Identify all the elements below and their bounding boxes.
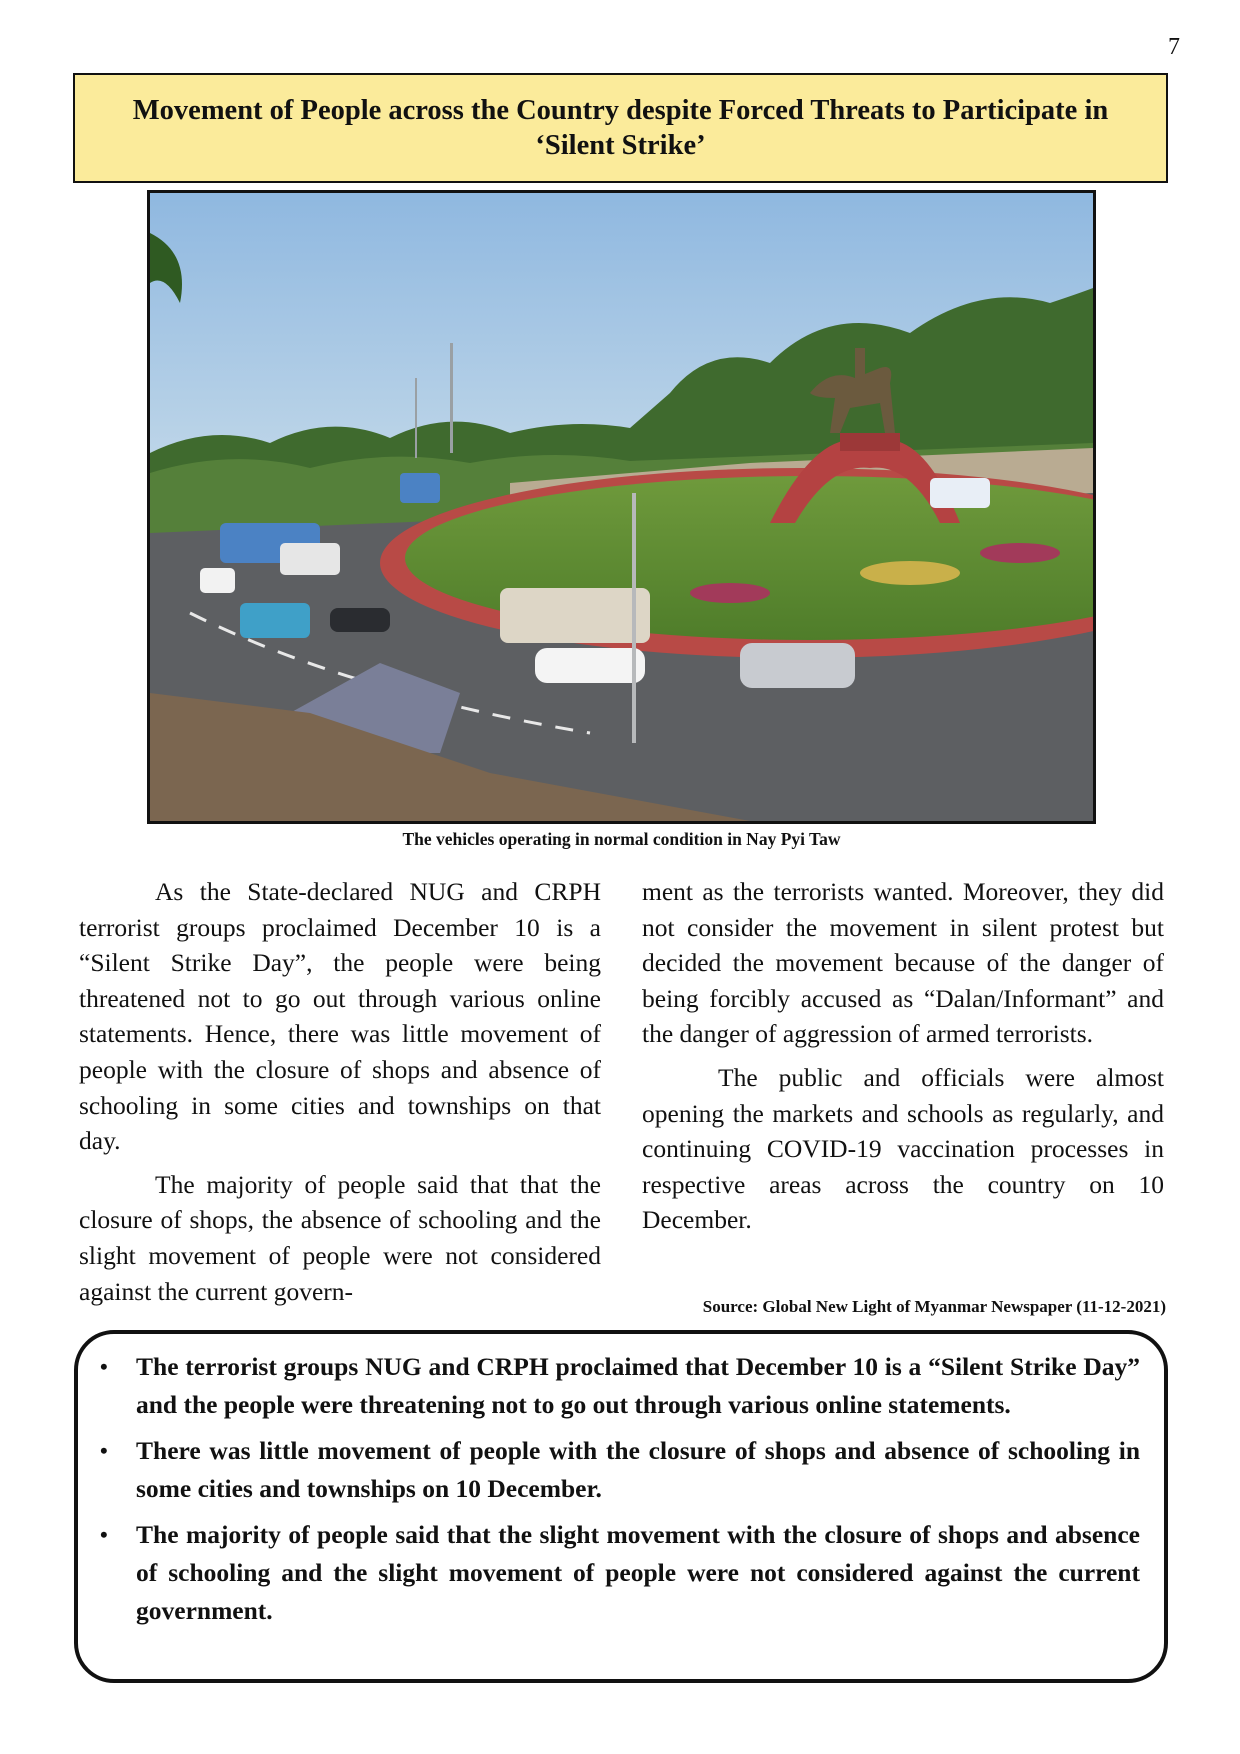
- summary-item: [96, 1432, 1140, 1508]
- summary-text: The majority of people said that the slight movement with the closure of shops and absence of schooling and the slight movement of people were not considered against the current government.: [136, 1520, 1140, 1625]
- paragraph: The majority of people said that that the closure of shops, the absence of schooling and the slight movement of people were not considered against the current govern-: [79, 1169, 601, 1306]
- bullet-icon: •: [100, 1438, 108, 1463]
- summary-text: The terrorist groups NUG and CRPH proclaimed that December 10 is a “Silent Strike Day” and the people were threatening not to go out through various online statements.: [136, 1352, 1140, 1419]
- rider-statue: [855, 348, 865, 378]
- article-column-left: [79, 874, 601, 1317]
- roundabout-photo: [147, 190, 1096, 824]
- bus-right: [930, 478, 990, 508]
- silver-van: [740, 643, 855, 688]
- article-column-right: [642, 874, 1164, 1246]
- tower: [450, 343, 453, 453]
- source-citation: Source: Global New Light of Myanmar Newspaper (11-12-2021): [702, 1297, 1166, 1316]
- title-banner: [73, 73, 1168, 183]
- minibus: [280, 543, 340, 575]
- summary-item: [96, 1348, 1140, 1424]
- white-sedan: [535, 648, 645, 683]
- page-title: Movement of People across the Country despite Forced Threats to Participate in ‘Silent Strike’: [132, 95, 1109, 161]
- page-number: 7: [1168, 34, 1180, 60]
- photo-illustration: [150, 193, 1093, 821]
- summary-text: There was little movement of people with the closure of shops and absence of schooling in some cities and townships on 10 December.: [136, 1436, 1140, 1503]
- tower: [415, 378, 417, 458]
- statue-pedestal: [840, 433, 900, 451]
- paragraph: The public and officials were almost opening the markets and schools as regularly, and continuing COVID-19 vaccination processes in respective areas across the country on 10 December.: [642, 1062, 1164, 1235]
- black-car: [330, 608, 390, 632]
- bullet-icon: •: [100, 1522, 108, 1547]
- photo-caption: The vehicles operating in normal condition in Nay Pyi Taw: [402, 829, 841, 849]
- summary-item: [96, 1516, 1140, 1630]
- flower-bed: [980, 543, 1060, 563]
- distant-bus: [400, 473, 440, 503]
- summary-list: [96, 1348, 1140, 1630]
- summary-box: [74, 1330, 1168, 1683]
- lamp-post: [632, 493, 636, 743]
- paragraph: ment as the terrorists wanted. Moreover, they did not consider the movement in silent protest but decided the movement because of the danger of being forcibly accused as “Dalan/Informant” and the danger of aggression of armed terrorists.: [642, 877, 1164, 1049]
- paragraph: As the State-declared NUG and CRPH terrorist groups proclaimed December 10 is a “Silent Strike Day”, the people were being threatened not to go out through various online statements. Hence, there was little movement of people with the closure of shops and absence of schooling in some cities and townships on that day.: [79, 877, 601, 1156]
- flower-bed: [690, 583, 770, 603]
- white-minibus: [500, 588, 650, 643]
- white-car: [200, 568, 235, 593]
- blue-pickup: [240, 603, 310, 638]
- flower-bed: [860, 561, 960, 585]
- bullet-icon: •: [100, 1354, 108, 1379]
